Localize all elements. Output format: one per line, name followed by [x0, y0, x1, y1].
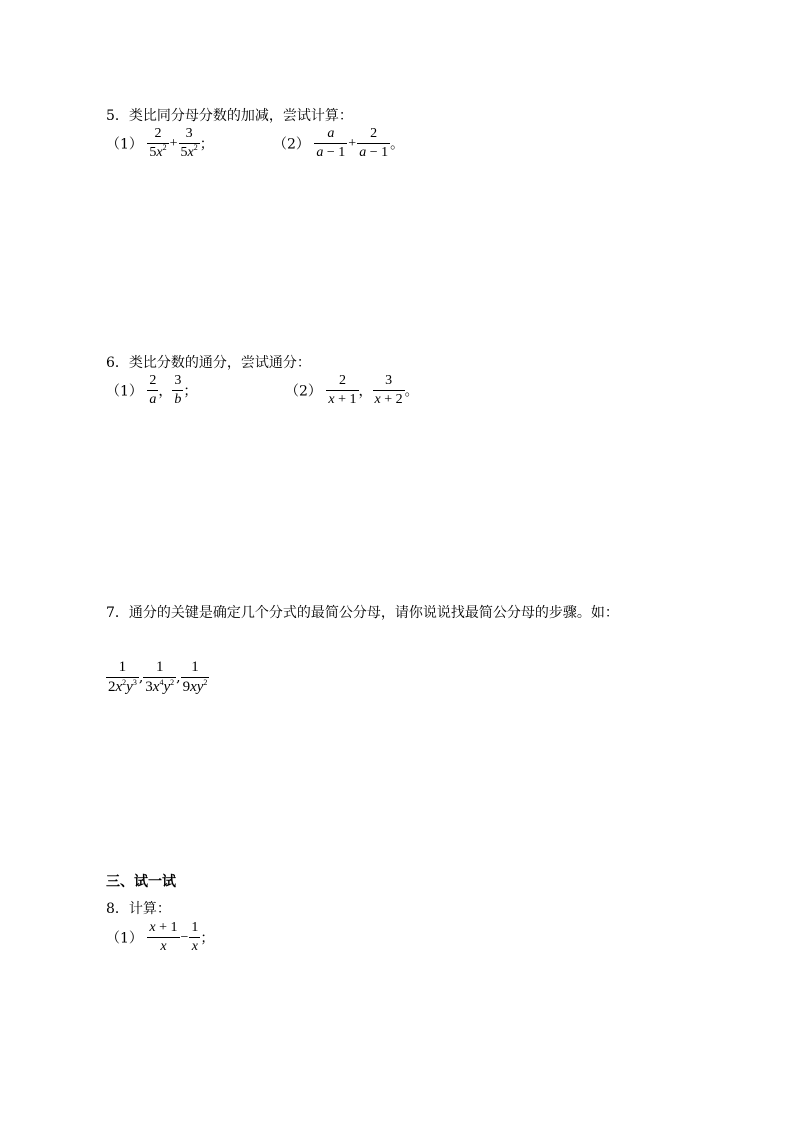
variable: a — [316, 145, 324, 160]
denominator — [179, 143, 200, 160]
fraction — [106, 660, 139, 695]
part-label: （1） — [106, 930, 143, 947]
numerator-rest: + 1 — [155, 920, 178, 935]
numerator: 2 — [370, 126, 378, 141]
numerator: 2 — [338, 373, 346, 388]
variable: x — [149, 920, 156, 935]
question-5-title: 5．类比同分母分数的加减，尝试计算： — [106, 108, 353, 124]
part-label: （1） — [106, 136, 143, 153]
question-5-part-1 — [106, 127, 214, 160]
denominator — [373, 390, 405, 407]
fraction — [181, 660, 210, 695]
fraction — [373, 374, 405, 407]
fraction — [147, 127, 168, 160]
variable: x — [156, 145, 163, 160]
denominator-rest: − 1 — [366, 145, 389, 160]
part-label: （1） — [106, 383, 143, 400]
denominator — [357, 143, 390, 160]
plus-sign: + — [169, 135, 178, 151]
question-8-title: 8．计算： — [106, 901, 171, 917]
coefficient: 3 — [145, 679, 153, 695]
fraction — [179, 127, 200, 160]
fraction — [147, 374, 158, 407]
question-6-part-2 — [285, 374, 419, 407]
part-label: （2） — [273, 136, 310, 153]
denominator — [143, 677, 176, 695]
exponent: 2 — [122, 678, 127, 687]
coefficient: 9 — [182, 679, 191, 695]
denominator — [147, 143, 168, 160]
question-6-title: 6．类比分数的通分，尝试通分： — [106, 355, 311, 371]
fraction — [357, 127, 390, 160]
variable: x — [115, 679, 123, 695]
numerator: 2 — [149, 373, 157, 388]
denominator: a — [149, 392, 157, 407]
question-6-part-1 — [106, 374, 197, 407]
denominator: b — [174, 392, 182, 407]
question-7-title: 7．通分的关键是确定几个分式的最简公分母，请你说说找最简公分母的步骤。如： — [106, 605, 619, 621]
question-8-part-1 — [106, 921, 214, 954]
coefficient: 5 — [149, 145, 157, 160]
exponent: 2 — [203, 678, 208, 687]
minus-sign: − — [180, 929, 189, 945]
numerator: 1 — [191, 659, 199, 675]
numerator: 1 — [155, 659, 164, 675]
plus-sign: + — [348, 135, 357, 151]
denominator — [314, 143, 347, 160]
numerator: a — [327, 126, 335, 141]
fraction — [326, 374, 358, 407]
question-5-part-2 — [273, 127, 404, 160]
semicolon: ； — [199, 136, 214, 153]
exponent: 2 — [170, 678, 175, 687]
fraction — [314, 127, 347, 160]
variable: x — [152, 679, 160, 695]
numerator: 1 — [191, 920, 199, 935]
numerator: 2 — [154, 126, 162, 141]
fraction — [189, 921, 200, 954]
denominator — [326, 390, 358, 407]
variable: xy — [190, 679, 204, 695]
period: 。 — [390, 136, 405, 153]
coefficient: 2 — [108, 679, 116, 695]
variable: x — [328, 392, 335, 407]
variable: x — [374, 392, 381, 407]
fraction — [172, 374, 183, 407]
comma: , — [176, 669, 181, 686]
numerator: 1 — [118, 659, 127, 675]
numerator: 3 — [185, 126, 193, 141]
section-3-heading: 三、试一试 — [106, 874, 176, 890]
variable: x — [187, 145, 194, 160]
part-label: （2） — [285, 383, 322, 400]
fraction — [143, 660, 176, 695]
variable: y — [126, 679, 133, 695]
exponent: 2 — [162, 143, 167, 152]
exponent: 3 — [132, 678, 137, 687]
denominator — [106, 677, 139, 695]
numerator: 3 — [174, 373, 182, 388]
semicolon: ； — [200, 930, 215, 947]
variable: y — [163, 679, 171, 695]
denominator: x — [147, 937, 179, 954]
exponent: 4 — [159, 678, 164, 687]
denominator — [181, 677, 210, 695]
comma: , — [138, 669, 144, 686]
coefficient: 5 — [180, 145, 188, 160]
question-7-example — [106, 660, 209, 695]
comma: ， — [158, 383, 173, 400]
denominator-rest: + 2 — [380, 392, 403, 407]
numerator: 3 — [385, 373, 393, 388]
numerator — [147, 921, 179, 937]
comma: ， — [358, 383, 373, 400]
denominator: x — [189, 937, 200, 954]
period: 。 — [404, 383, 419, 400]
denominator-rest: + 1 — [334, 392, 357, 407]
denominator-rest: − 1 — [323, 145, 346, 160]
semicolon: ； — [183, 383, 198, 400]
exponent: 2 — [193, 143, 198, 152]
fraction — [147, 921, 179, 954]
variable: a — [359, 145, 367, 160]
